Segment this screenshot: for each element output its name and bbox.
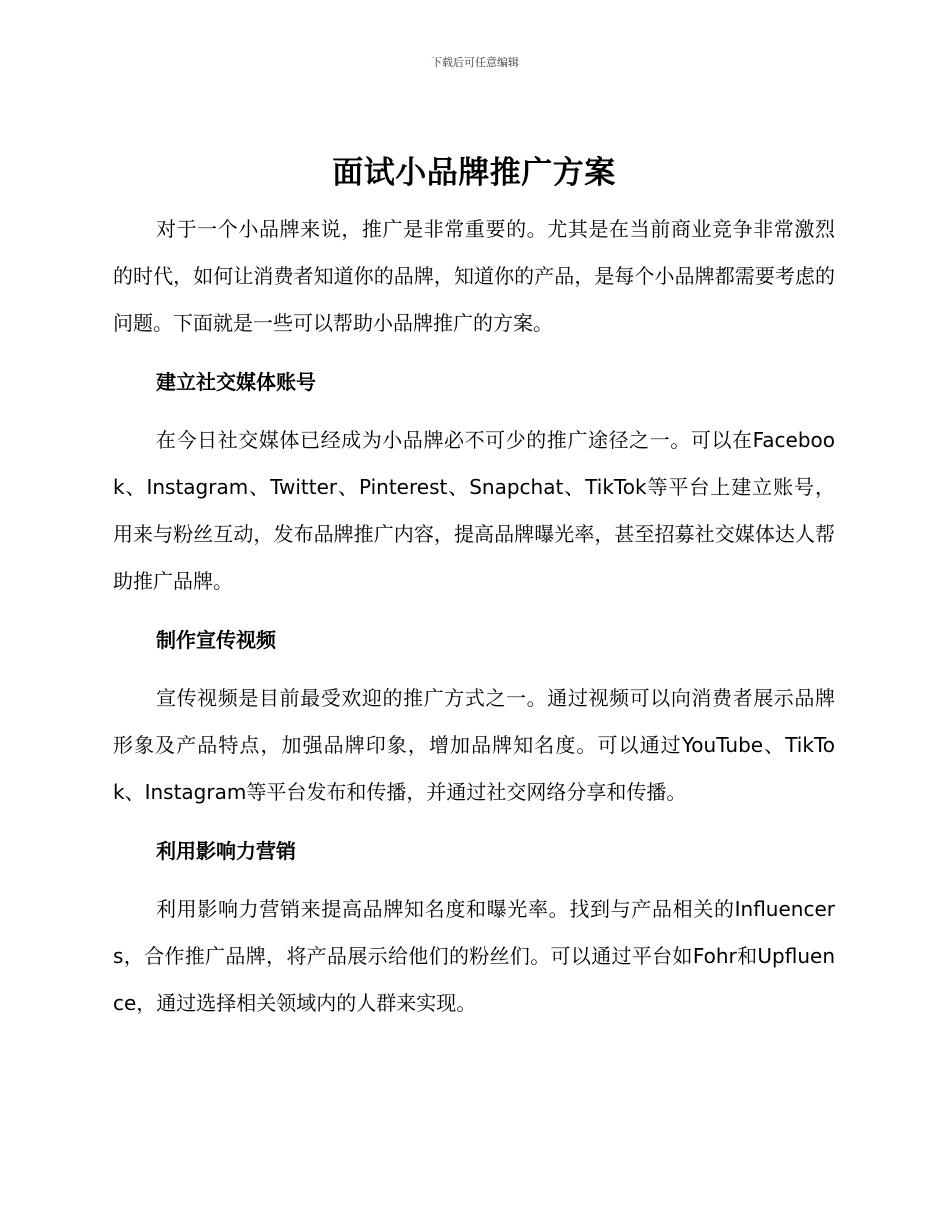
section-heading: 建立社交媒体账号: [156, 370, 316, 394]
section-paragraph: 宣传视频是目前最受欢迎的推广方式之一。通过视频可以向消费者展示品牌形象及产品特点，加强品牌印象，增加品牌知名度。可以通过YouTube、TikTok、Instagram等平台发布和传播，并通过社交网络分享和传播。: [113, 686, 835, 804]
document-body: [113, 146, 835, 1027]
document-title: 面试小品牌推广方案: [332, 155, 616, 191]
section-paragraph: 利用影响力营销来提高品牌知名度和曝光率。找到与产品相关的Influencers，合作推广品牌，将产品展示给他们的粉丝们。可以通过平台如Fohr和Upfluence，通过选择相关领域内的人群来实现。: [113, 897, 835, 1015]
section-promo-video: [113, 617, 835, 816]
section-heading: 制作宣传视频: [156, 628, 276, 652]
section-influencer-marketing: [113, 828, 835, 1027]
section-social-media: [113, 359, 835, 605]
intro-paragraph: 对于一个小品牌来说，推广是非常重要的。尤其是在当前商业竞争非常激烈的时代，如何让消费者知道你的品牌，知道你的产品，是每个小品牌都需要考虑的问题。下面就是一些可以帮助小品牌推广的方案。: [113, 217, 835, 335]
page-header-note: 下载后可任意编辑: [431, 56, 519, 69]
section-heading: 利用影响力营销: [156, 839, 296, 863]
section-paragraph: 在今日社交媒体已经成为小品牌必不可少的推广途径之一。可以在Facebook、Instagram、Twitter、Pinterest、Snapchat、TikTok等平台上建立账号，用来与粉丝互动，发布品牌推广内容，提高品牌曝光率，甚至招募社交媒体达人帮助推广品牌。: [113, 428, 835, 593]
